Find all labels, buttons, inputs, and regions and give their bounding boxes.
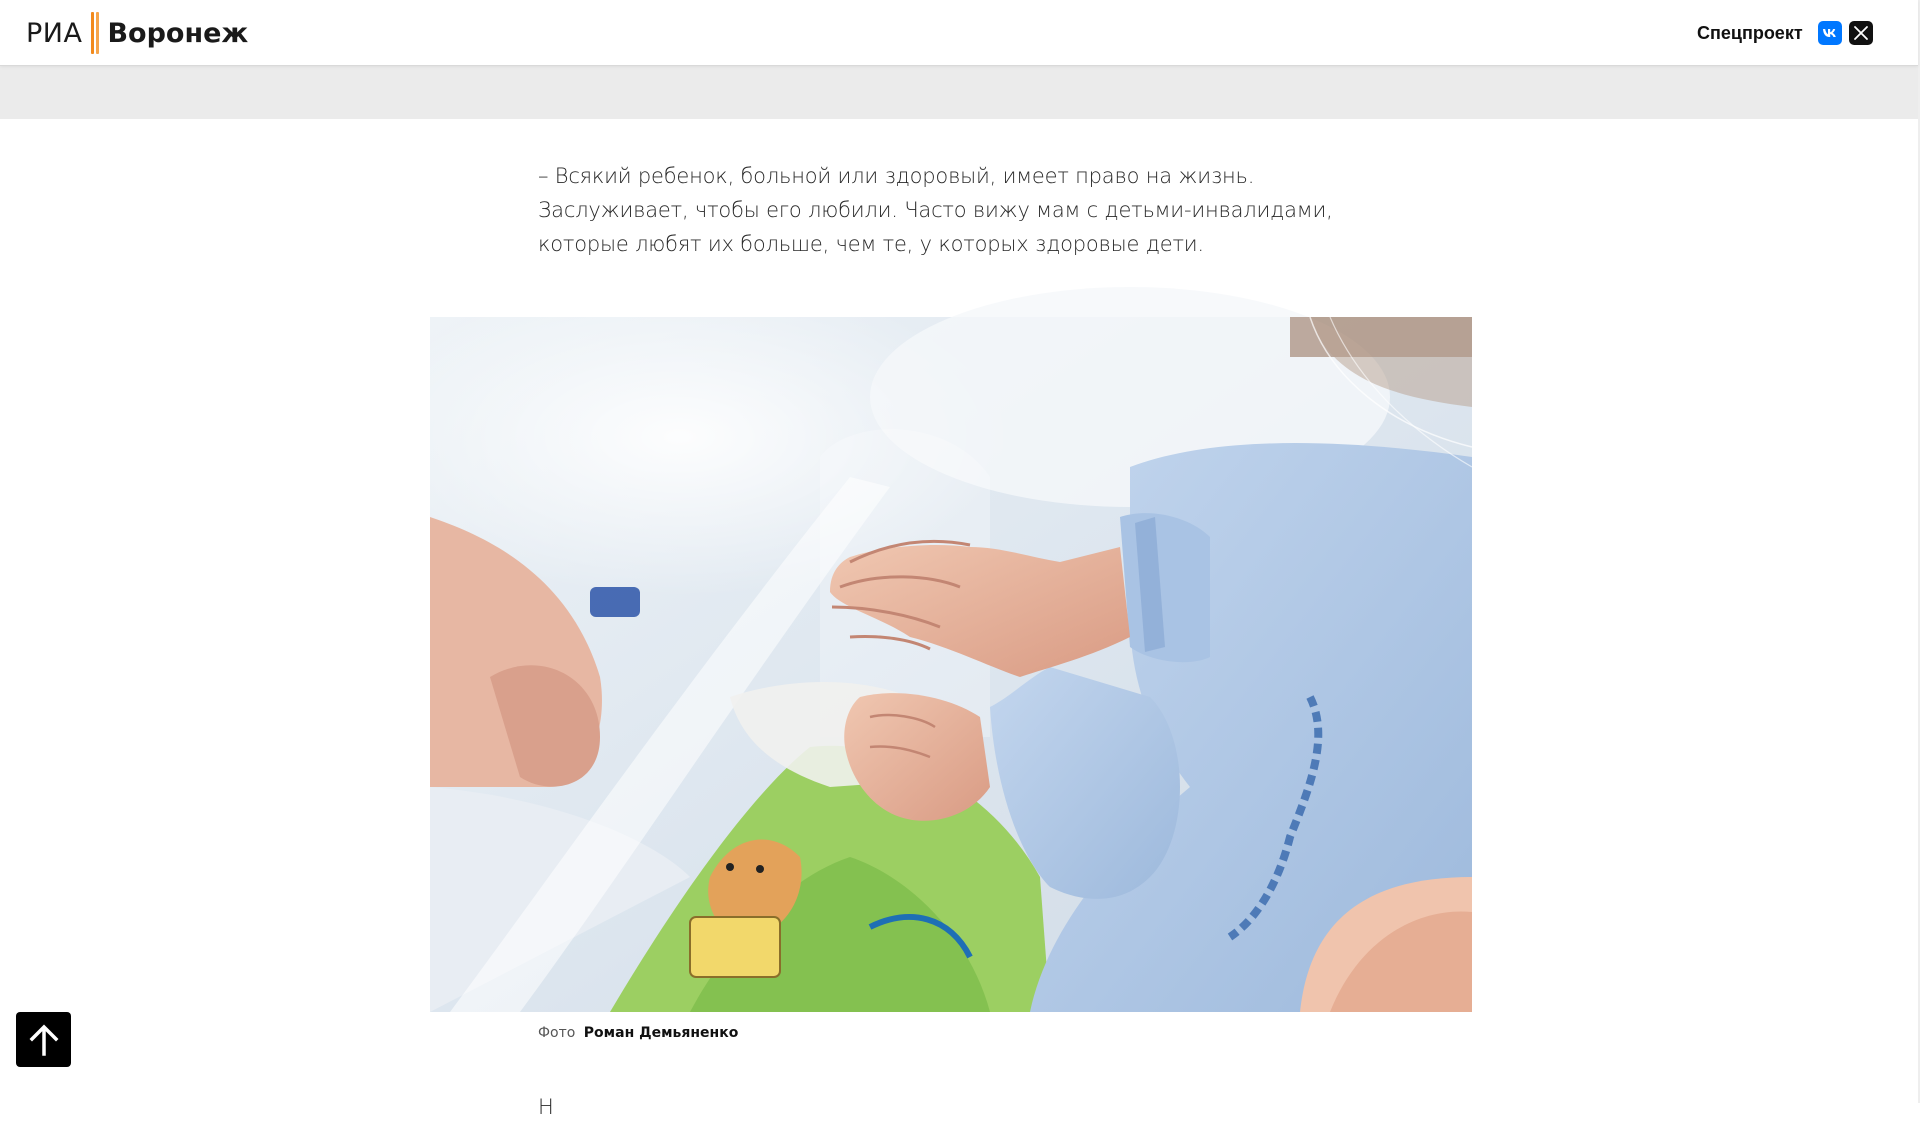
article-paragraph-next: Н: [538, 1095, 554, 1119]
article-photo: [430, 317, 1472, 1012]
photo-caption-label: Фото: [538, 1025, 576, 1041]
back-to-top-button[interactable]: [16, 1012, 71, 1067]
logo-bars-mark: [89, 12, 101, 54]
arrow-up-icon: [29, 1024, 59, 1056]
site-logo[interactable]: [26, 10, 248, 56]
logo-ria-text: РИА: [26, 17, 83, 49]
x-icon[interactable]: [1849, 21, 1873, 45]
site-header: [0, 0, 1918, 66]
header-spacer-band: [0, 66, 1918, 119]
x-logo-glyph: [1854, 26, 1868, 40]
article-paragraph: – Всякий ребенок, больной или здоровый, имеет право на жизнь. Заслуживает, чтобы его любили. Часто вижу мам с детьми-инвалидами, которые любят их больше, чем те, у которых здоровые дети.: [538, 164, 1333, 256]
logo-city-text: Воронеж: [107, 17, 249, 49]
photo-author: Роман Демьяненко: [583, 1025, 739, 1041]
vk-icon[interactable]: [1818, 21, 1842, 45]
vk-logo-glyph: [1822, 28, 1838, 38]
special-project-link[interactable]: Спецпроект: [1697, 23, 1803, 43]
photo-caption: [538, 1025, 738, 1041]
newborn-hands-illustration: [430, 317, 1472, 1012]
